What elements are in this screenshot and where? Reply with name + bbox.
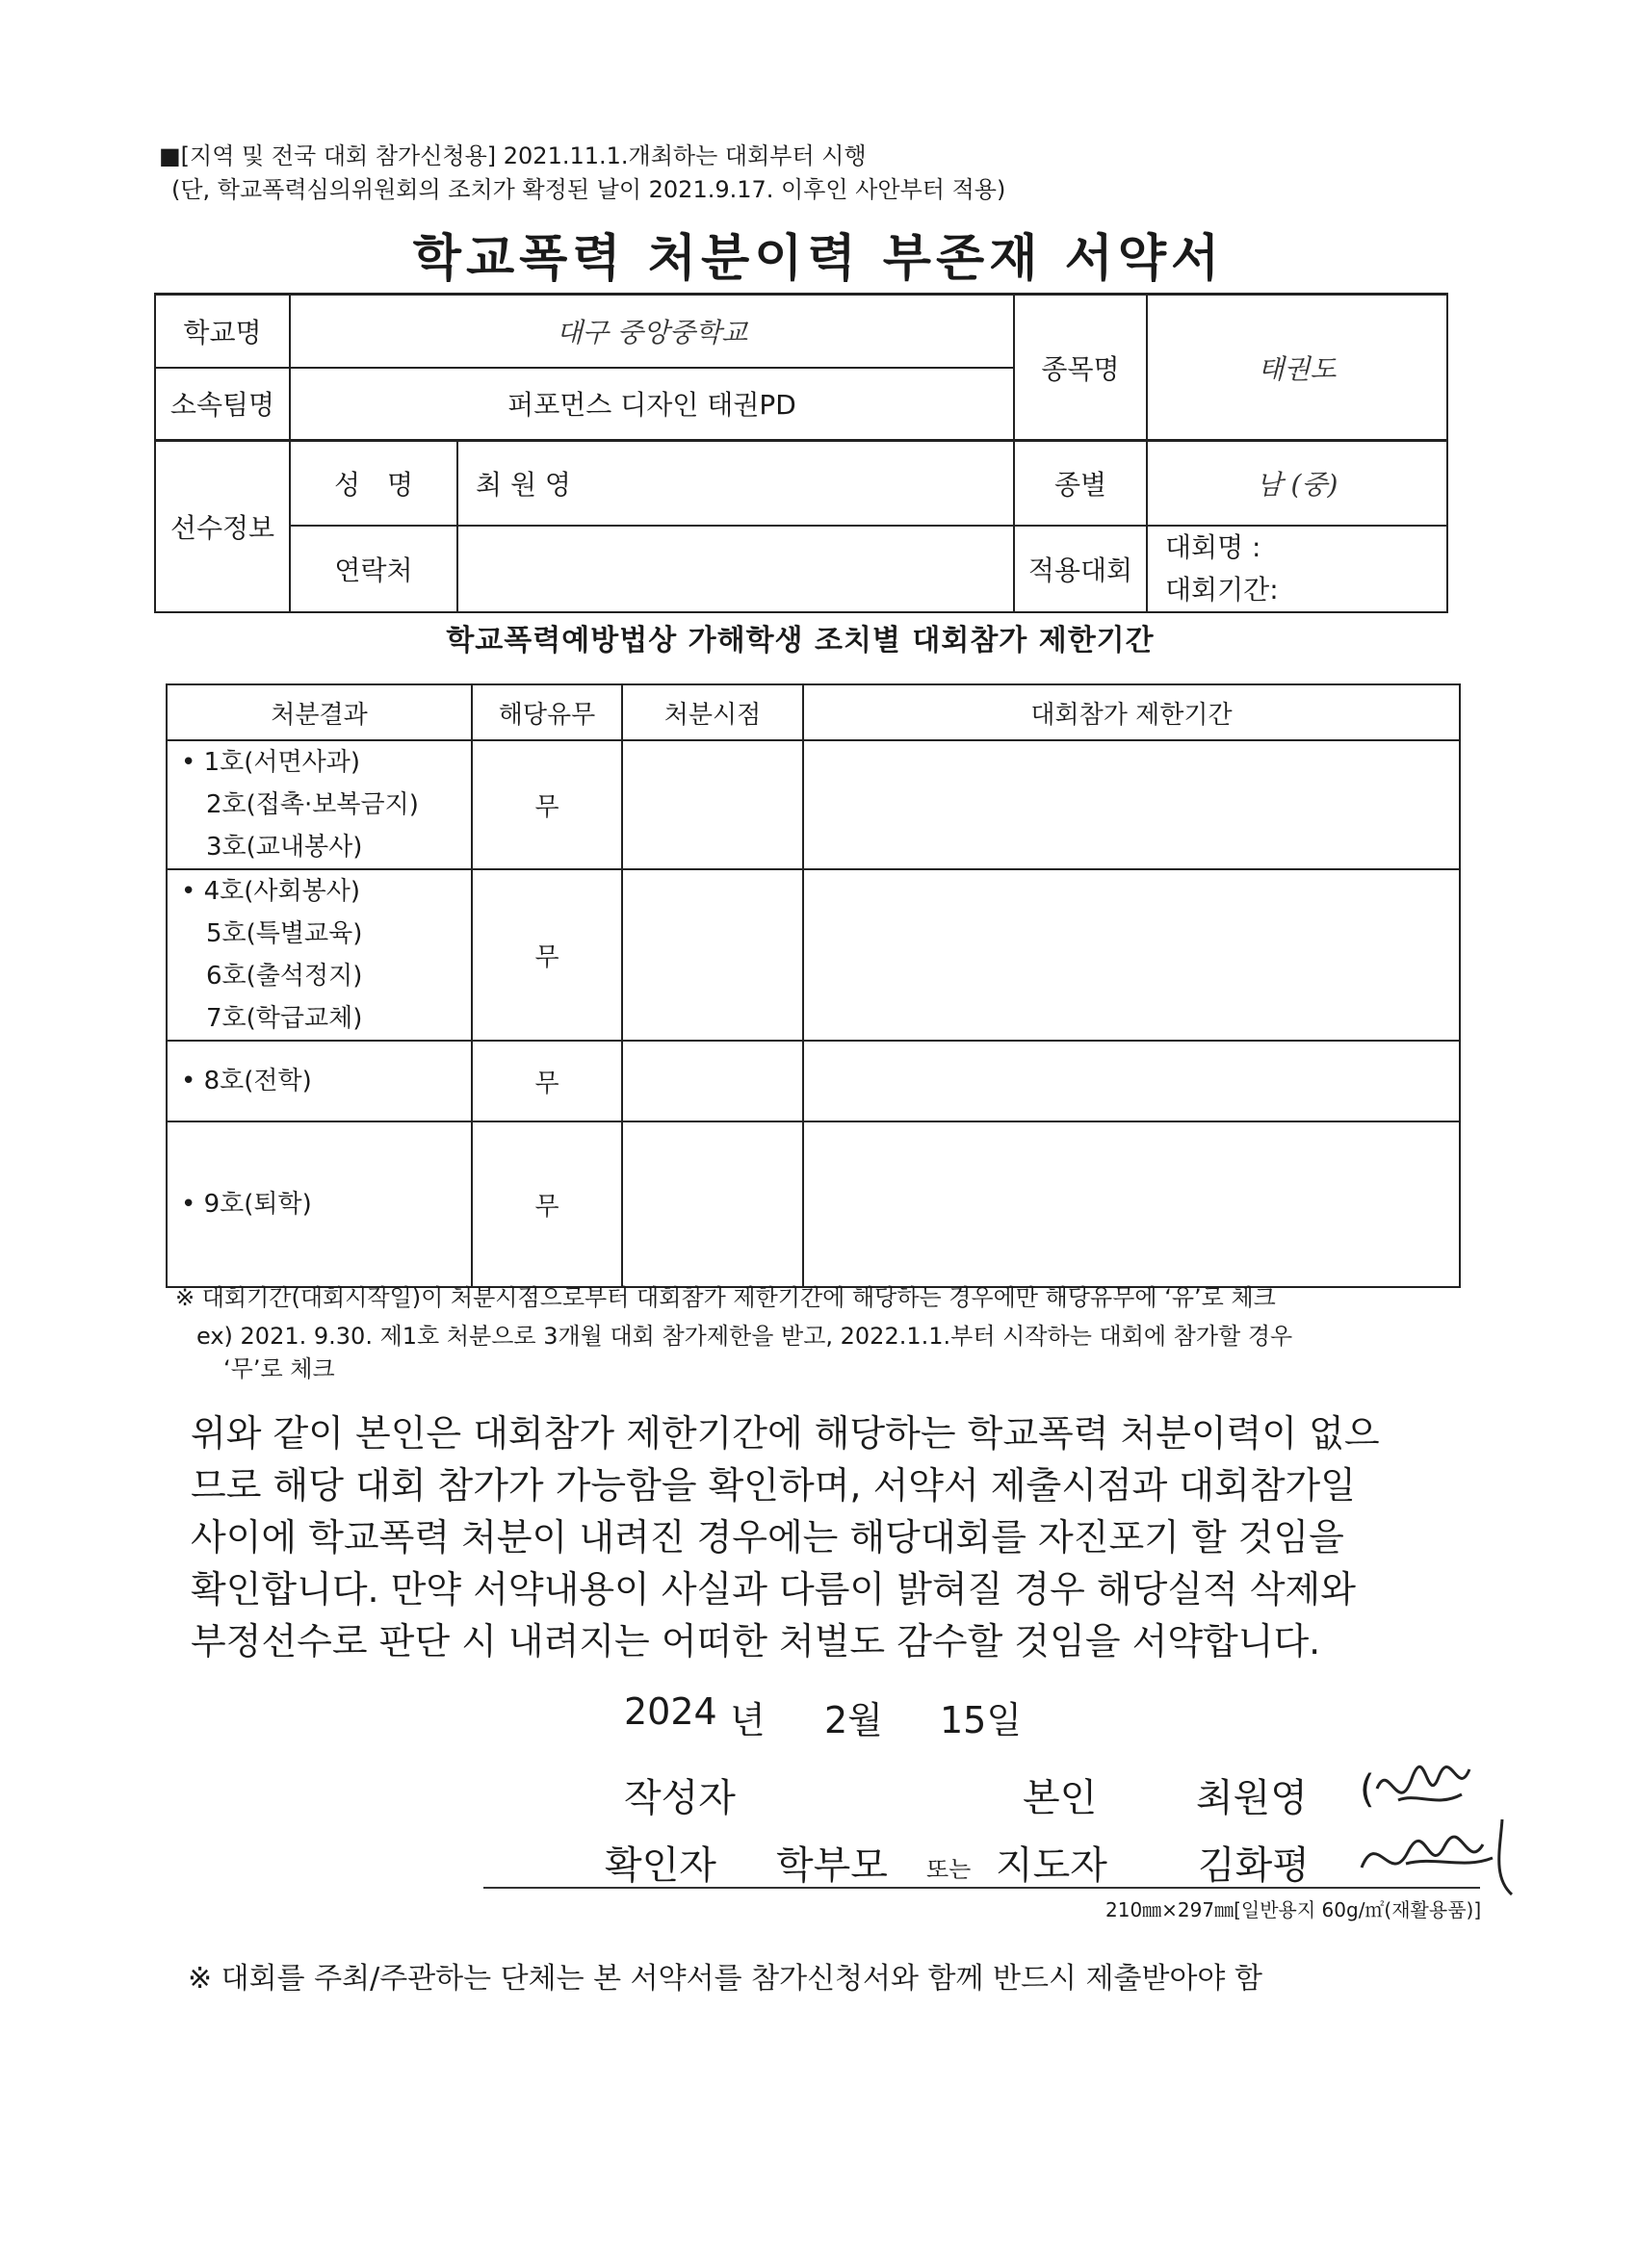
notice-line-2: (단, 학교폭력심의위원회의 조치가 확정된 날이 2021.9.17. 이후인 사안부터 적용) xyxy=(171,176,1006,203)
applicant-info-table xyxy=(154,293,1448,613)
period-value xyxy=(803,869,1460,1041)
signature-scribble-confirmer xyxy=(1348,1810,1531,1906)
self-label: 본인 xyxy=(1023,1776,1098,1820)
coach-label: 지도자 xyxy=(996,1843,1107,1888)
header-disposition-result: 처분결과 xyxy=(167,684,472,740)
school-label: 학교명 xyxy=(155,295,290,368)
applicable-value: 무 xyxy=(472,740,622,869)
notice-line-1: ■[지역 및 전국 대회 참가신청용] 2021.11.1.개최하는 대회부터 시행 xyxy=(159,142,867,169)
gender-value: 남 (중) xyxy=(1147,441,1447,526)
note-line-3: ‘무’로 체크 xyxy=(223,1355,335,1382)
self-seal-bracket: ( xyxy=(1360,1767,1375,1812)
period-value xyxy=(803,1041,1460,1121)
divider-line xyxy=(483,1887,1480,1889)
paper-spec: 210㎜×297㎜[일반용지 60g/㎡(재활용품)] xyxy=(1105,1898,1482,1921)
gender-label: 종별 xyxy=(1014,441,1147,526)
pledge-line: 사이에 학교폭력 처분이 내려진 경우에는 해당대회를 자진포기 할 것임을 xyxy=(191,1516,1344,1559)
category-item: 5호(특별교육) xyxy=(206,919,363,948)
table-row xyxy=(167,740,1460,869)
restriction-subtitle: 학교폭력예방법상 가해학생 조치별 대회참가 제한기간 xyxy=(446,624,1155,657)
applicable-value: 무 xyxy=(472,1121,622,1287)
period-value xyxy=(803,740,1460,869)
event-value: 태권도 xyxy=(1147,295,1447,441)
pledge-line: 확인합니다. 만약 서약내용이 사실과 다름이 밝혀질 경우 해당실적 삭제와 xyxy=(191,1568,1356,1611)
disposition-categories xyxy=(167,1121,472,1287)
category-item: • 9호(퇴학) xyxy=(181,1190,312,1219)
disposition-table xyxy=(166,683,1461,1288)
player-info-label: 선수정보 xyxy=(155,441,290,612)
timing-value xyxy=(622,1041,803,1121)
timing-value xyxy=(622,869,803,1041)
applied-competition-label: 적용대회 xyxy=(1014,526,1147,612)
disposition-categories xyxy=(167,869,472,1041)
confirmer-name: 김화평 xyxy=(1198,1843,1310,1888)
contact-label: 연락처 xyxy=(290,526,457,612)
disposition-categories xyxy=(167,740,472,869)
disposition-categories xyxy=(167,1041,472,1121)
date-year-unit: 년 xyxy=(730,1699,766,1741)
table-row xyxy=(167,1041,1460,1121)
author-label: 작성자 xyxy=(624,1776,736,1820)
header-restriction-period: 대회참가 제한기간 xyxy=(803,684,1460,740)
date-month: 2월 xyxy=(824,1699,883,1741)
name-value: 최 원 영 xyxy=(457,441,1014,526)
category-item: • 8호(전학) xyxy=(181,1067,312,1095)
category-item: 6호(출석정지) xyxy=(206,962,363,991)
school-value: 대구 중앙중학교 xyxy=(290,295,1014,368)
parent-label: 학부모 xyxy=(776,1843,888,1888)
category-item: 2호(접촉·보복금지) xyxy=(206,790,419,819)
timing-value xyxy=(622,1121,803,1287)
period-value xyxy=(803,1121,1460,1287)
event-label: 종목명 xyxy=(1014,295,1147,441)
team-label: 소속팀명 xyxy=(155,368,290,441)
document-title: 학교폭력 처분이력 부존재 서약서 xyxy=(412,230,1225,288)
applicable-value: 무 xyxy=(472,1041,622,1121)
category-item: 3호(교내봉사) xyxy=(206,833,363,862)
pledge-line: 위와 같이 본인은 대회참가 제한기간에 해당하는 학교폭력 처분이력이 없으 xyxy=(191,1412,1380,1455)
header-disposition-timing: 처분시점 xyxy=(622,684,803,740)
date-year: 2024 xyxy=(624,1690,717,1733)
competition-period-label: 대회기간: xyxy=(1165,573,1279,606)
footer-note: ※ 대회를 주최/주관하는 단체는 본 서약서를 참가신청서와 함께 반드시 제출받아야 함 xyxy=(188,1962,1262,1996)
table-row xyxy=(167,1121,1460,1287)
or-label: 또는 xyxy=(926,1856,972,1883)
timing-value xyxy=(622,740,803,869)
self-name: 최원영 xyxy=(1196,1776,1308,1820)
pledge-line: 므로 해당 대회 참가가 가능함을 확인하며, 서약서 제출시점과 대회참가일 xyxy=(191,1464,1356,1507)
note-line-2: ex) 2021. 9.30. 제1호 처분으로 3개월 대회 참가제한을 받고, 2022.1.1.부터 시작하는 대회에 참가할 경우 xyxy=(196,1323,1293,1350)
contact-value xyxy=(457,526,1014,612)
category-item: • 1호(서면사과) xyxy=(181,748,361,777)
competition-name-label: 대회명 : xyxy=(1165,530,1261,563)
pledge-line: 부정선수로 판단 시 내려지는 어떠한 처벌도 감수할 것임을 서약합니다. xyxy=(191,1620,1321,1662)
header-applicable: 해당유무 xyxy=(472,684,622,740)
applicable-value: 무 xyxy=(472,869,622,1041)
table-row xyxy=(167,869,1460,1041)
pledge-text xyxy=(191,1407,1454,1667)
category-item: 7호(학급교체) xyxy=(206,1004,363,1033)
team-value: 퍼포먼스 디자인 태권PD xyxy=(290,368,1014,441)
confirmer-label: 확인자 xyxy=(605,1843,716,1888)
category-item: • 4호(사회봉사) xyxy=(181,877,361,906)
name-label: 성 명 xyxy=(290,441,457,526)
note-line-1: ※ 대회기간(대회시작일)이 처분시점으로부터 대회참가 제한기간에 해당하는 경우에만 해당유무에 ‘유’로 체크 xyxy=(175,1284,1276,1311)
date-day: 15일 xyxy=(940,1699,1023,1741)
competition-info-cell xyxy=(1147,526,1447,612)
